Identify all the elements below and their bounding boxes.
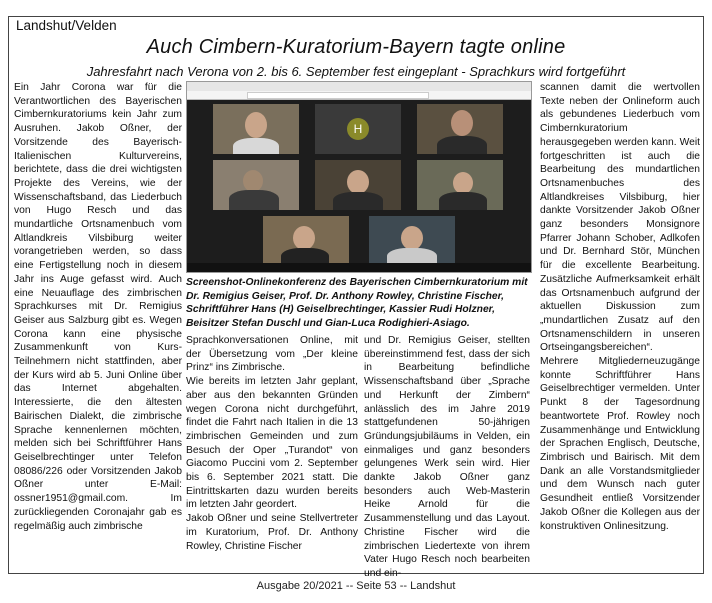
video-conference-screenshot	[186, 81, 532, 273]
column-3-text: und Dr. Remigius Geiser, stellten übereinstimmend fest, dass der sich in Bearbeitung befindliche Wissenschaftsband über „Sprache und Herkunft der Zimbern“ anlässlich des im Jahre 2019 stattgefundenen 50-jährigen Gründungsjubiläums in Velden, ein einmaliges und ganz besonders gelungenes Werk sein wird. Hier dankte Jakob Oßner ganz besonders auch Web-Masterin Heike Arnold für die Zusammenstellung und das Layout. Christine Fischer wird die zimbrischen Liedertexte von ihrem Vater Hugo Resch noch bearbeiten und ein-	[364, 335, 530, 579]
text-column-1	[14, 81, 182, 533]
page-footer: Ausgabe 20/2021 -- Seite 53 -- Landshut	[256, 580, 456, 592]
participant-tile-avatar	[315, 104, 401, 154]
windows-taskbar	[187, 263, 531, 272]
browser-tab-bar	[187, 82, 531, 91]
url-box	[247, 92, 429, 99]
participant-tile	[213, 104, 299, 154]
participant-tile	[315, 160, 401, 210]
browser-address-bar	[187, 91, 531, 100]
text-column-2	[186, 334, 358, 553]
article-subhead: Jahresfahrt nach Verona von 2. bis 6. September fest eingeplant - Sprachkurs wird fortgeführt	[86, 64, 626, 79]
participant-tile	[417, 104, 503, 154]
article-kicker: Landshut/Velden	[16, 18, 117, 33]
column-2-paragraph-2: Wie bereits im letzten Jahr geplant, aber aus den bekannten Gründen wegen Corona nicht durchgeführt, findet die Fahrt nach Italien in die 13 zimbrischen Gemeinden und zum Besuch der Oper „Turandot“ von Giacomo Puccini vom 2. September bis 6. September 2021 statt. Die Eintrittskarten dazu wurden bereits im letzten Jahr geordert.	[186, 376, 358, 511]
image-caption: Screenshot-Onlinekonferenz des Bayerischen Cimbernkuratorium mit Dr. Remigius Geiser, Prof. Dr. Anthony Rowley, Christine Fischer, Schriftführer Hans (H) Geiselbrechtinger, Kassier Rudi Holzner, Beisitzer Stefan Duschl und Gian-Luca Rodighieri-Asiago.	[186, 277, 528, 330]
column-2-paragraph-3: Jakob Oßner und seine Stellvertreter im Kuratorium, Prof. Dr. Anthony Rowley, Christine Fischer	[186, 513, 358, 552]
article-headline: Auch Cimbern-Kuratorium-Bayern tagte online	[146, 36, 566, 58]
column-2-paragraph-1: Sprachkonversationen Online, mit der Übersetzung vom „Der kleine Prinz“ ins Zimbrische.	[186, 335, 358, 374]
participant-tile	[369, 216, 455, 266]
column-4-paragraph-2: Mehrere Mitgliederneuzugänge konnte Schriftführer Hans Geiselbrechtiger vermelden. Unter Punkt 8 der Tagesordnung beantwortete Prof. Rowley noch Zusammenhänge und Entwicklung der Sprachen Englisch, Deutsche, Zimbrisch und Bairisch. Mit dem Dank an alle Vorstandsmitglieder und dem Wunsch nach guter Gesundheit entließ Vorsitzender Jakob Oßner die Kollegen aus der konstruktiven Onlinesitzung.	[540, 356, 700, 532]
participant-tile	[213, 160, 299, 210]
participant-tile	[263, 216, 349, 266]
column-4-paragraph-1: scannen damit die wertvollen Texte neben der Onlineform auch als gebundenes Liederbuch vom Cimbernkuratorium herausgegeben werden kann. Weit fortgeschritten ist auch die Bearbeitung des mundartlichen Ortsnamenbuches des Altlandkreises Vilsbiburg, hier dankte Vorsitzender Jakob Oßner ganz besonders Monsignore Pfarrer Johann Schober, Adlkofen und Dr. Bernhard Stör, München für die excellente Bearbeitung. Zusätzliche Aufmerksamkeit erhält das Ortsnamenbuch aufgrund der aktuellen Diskussion zum „mundartlichen Zusatz auf den Ortsnamenschildern in unseren Ortseingangsbereichen“.	[540, 82, 700, 354]
participant-tile	[417, 160, 503, 210]
avatar: H	[347, 118, 369, 140]
column-1-text: Ein Jahr Corona war für die Verantwortlichen des Bayerischen Cimbernkuratoriums kein Jahr zum Ausruhen. Jakob Oßner, der Vorsitzende des Bayerisch-Italienischen Kulturvereins, berichtete, dass die drei wichtigsten Projekte des Vereins, wie der Wissenschaftsband, das Liederbuch von Hugo Resch und das mundartliche Ortsnamenbuch vom Altlandkreis Vilsbiburg weiter vorangetrieben werden, so dass eine Fertigstellung noch in diesem Jahr ins Auge gefasst wird. Auch eine Neuauflage des zimbrischen Sprachkurses mit Dr. Remigius Geiser aus Salzburg gibt es. Wegen Corona kann eine physische Zusammenkunft von Kurs-Teilnehmern nicht stattfinden, aber der Kurs wird ab 5. Juni Online über das Internet abgehalten. Interessierte, die den ältesten Bairischen Dialekt, die zimbrische Sprache kennenlernen möchten, melden sich bei Schriftführer Hans Geiselbrechtinger unter Telefon 08086/226 oder Vorsitzenden Jakob Oßner unter E-Mail: ossner1951@gmail.com. Im zurückliegenden Coronajahr gab es regelmäßig auch zimbrische	[14, 82, 182, 532]
text-column-4	[540, 81, 700, 533]
text-column-3	[364, 334, 530, 581]
